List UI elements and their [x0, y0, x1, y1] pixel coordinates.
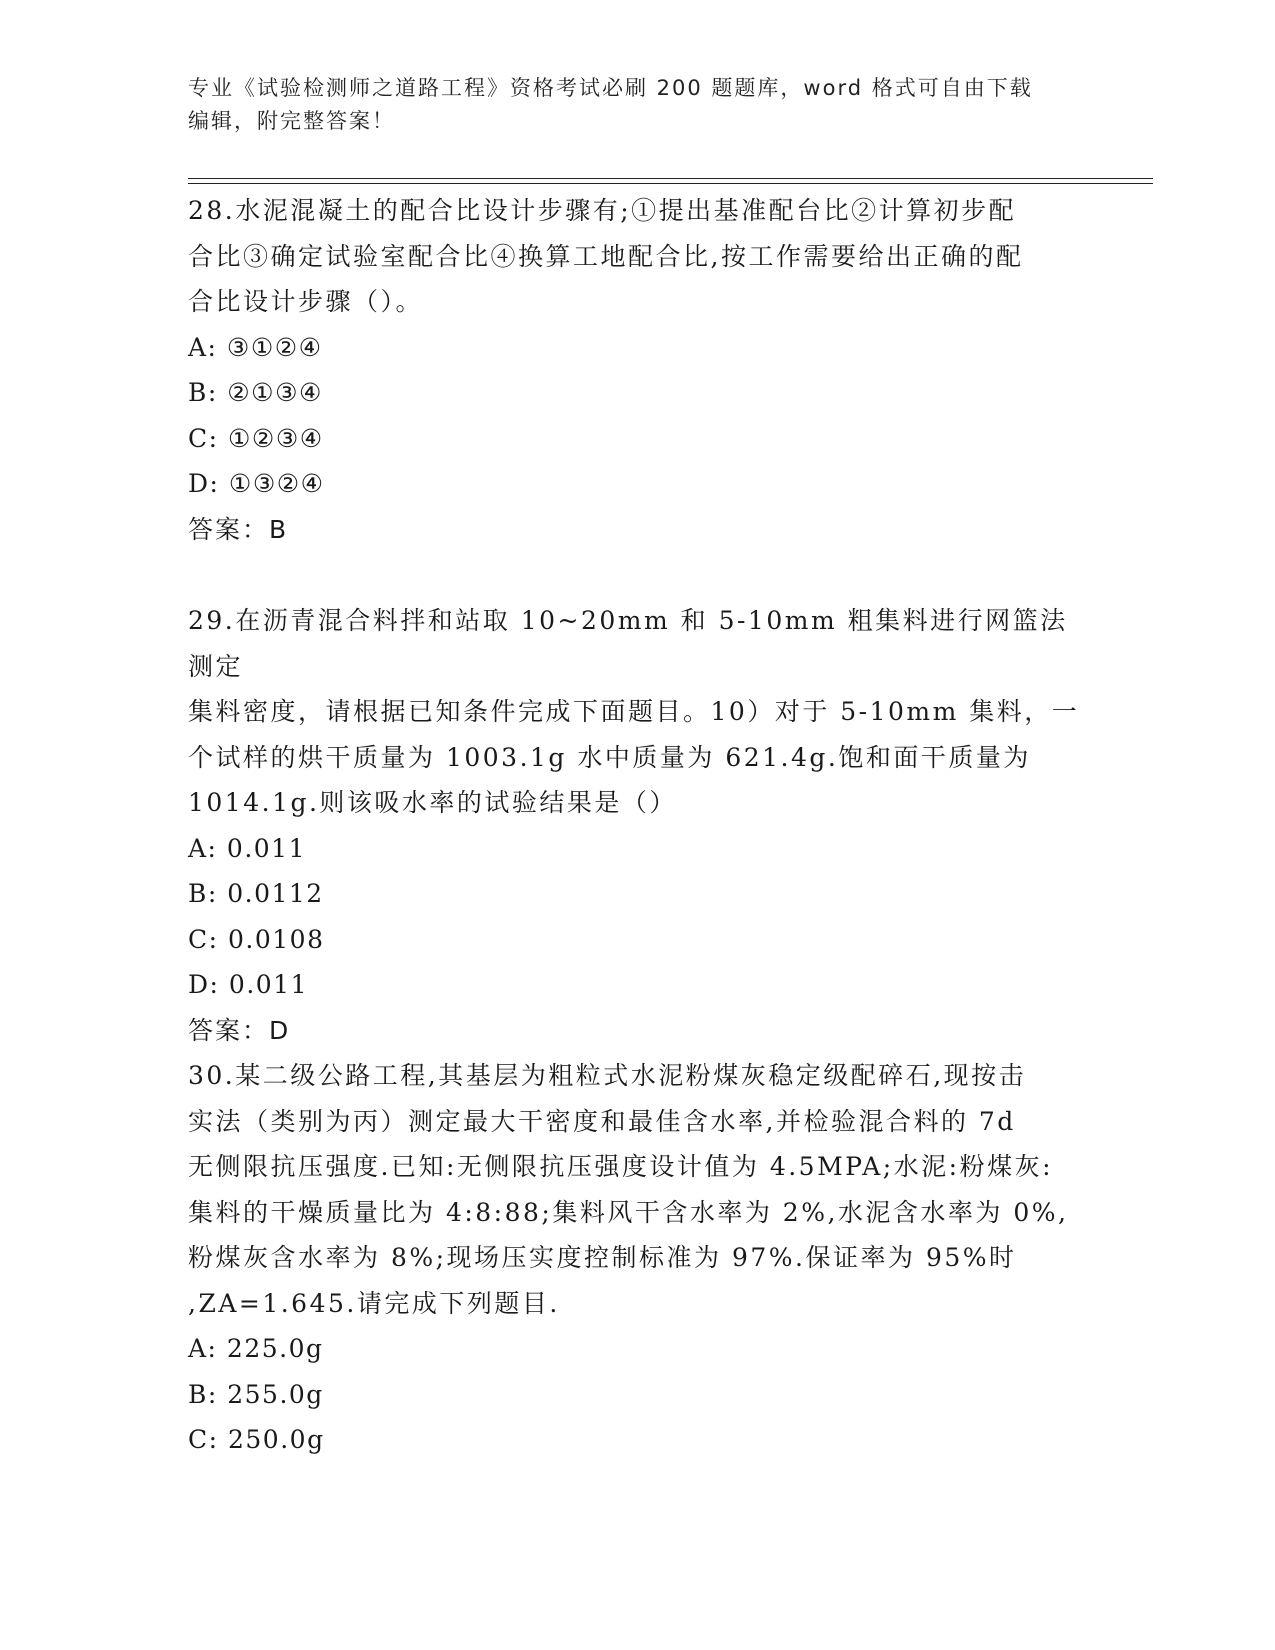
question-stem-line: 29.在沥青混合料拌和站取 10~20mm 和 5-10mm 粗集料进行网篮法测定 — [188, 606, 1068, 681]
header-divider-top — [188, 178, 1153, 179]
option-c: C: 0.0108 — [188, 924, 325, 954]
option-d: D: 0.011 — [188, 970, 308, 999]
question-stem-line: 集料密度，请根据已知条件完成下面题目。10）对于 5-10mm 集料，一 — [188, 697, 1080, 726]
question-29 — [188, 598, 1088, 1053]
question-stem-line: 个试样的烘干质量为 1003.1g 水中质量为 621.4g.饱和面干质量为 — [188, 742, 1031, 772]
option-a: A: ③①②④ — [188, 332, 323, 362]
option-b: B: 0.0112 — [188, 879, 324, 908]
header-line-1: 专业《试验检测师之道路工程》资格考试必刷 200 题题库，word 格式可自由下载 — [188, 76, 1033, 100]
document-header — [188, 72, 1078, 138]
question-stem-line: 实法（类别为丙）测定最大干密度和最佳含水率,并检验混合料的 7d — [188, 1106, 1016, 1136]
option-d: D: ①③②④ — [188, 469, 325, 498]
answer-line: 答案：D — [188, 1015, 291, 1045]
question-stem-line: 30.某二级公路工程,其基层为粗粒式水泥粉煤灰稳定级配碎石,现按击 — [188, 1061, 1027, 1090]
question-stem-line: 28.水泥混凝土的配合比设计步骤有;①提出基准配台比②计算初步配 — [188, 196, 1017, 225]
header-divider-bottom — [188, 183, 1153, 184]
question-30 — [188, 1053, 1088, 1463]
option-a: A: 0.011 — [188, 833, 306, 863]
answer-line: 答案：B — [188, 514, 289, 544]
question-stem-line: 无侧限抗压强度.已知:无侧限抗压强度设计值为 4.5MPA;水泥:粉煤灰: — [188, 1152, 1054, 1181]
option-b: B: 255.0g — [188, 1379, 324, 1409]
question-stem-line: 集料的干燥质量比为 4:8:88;集料风干含水率为 2%,水泥含水率为 0%, — [188, 1197, 1069, 1227]
question-stem-line: ,ZA=1.645.请完成下列题目. — [188, 1288, 560, 1318]
question-28 — [188, 188, 1088, 552]
option-c: C: ①②③④ — [188, 423, 324, 453]
option-b: B: ②①③④ — [188, 378, 323, 407]
question-stem-line: 合比③确定试验室配合比④换算工地配合比,按工作需要给出正确的配 — [188, 241, 1024, 271]
header-line-2: 编辑，附完整答案！ — [188, 109, 395, 133]
question-stem-line: 1014.1g.则该吸水率的试验结果是（） — [188, 788, 677, 817]
question-stem-line: 粉煤灰含水率为 8%;现场压实度控制标准为 97%.保证率为 95%时 — [188, 1243, 1017, 1272]
question-stem-line: 合比设计步骤（）。 — [188, 287, 424, 316]
option-a: A: 225.0g — [188, 1334, 324, 1363]
option-c: C: 250.0g — [188, 1425, 325, 1454]
